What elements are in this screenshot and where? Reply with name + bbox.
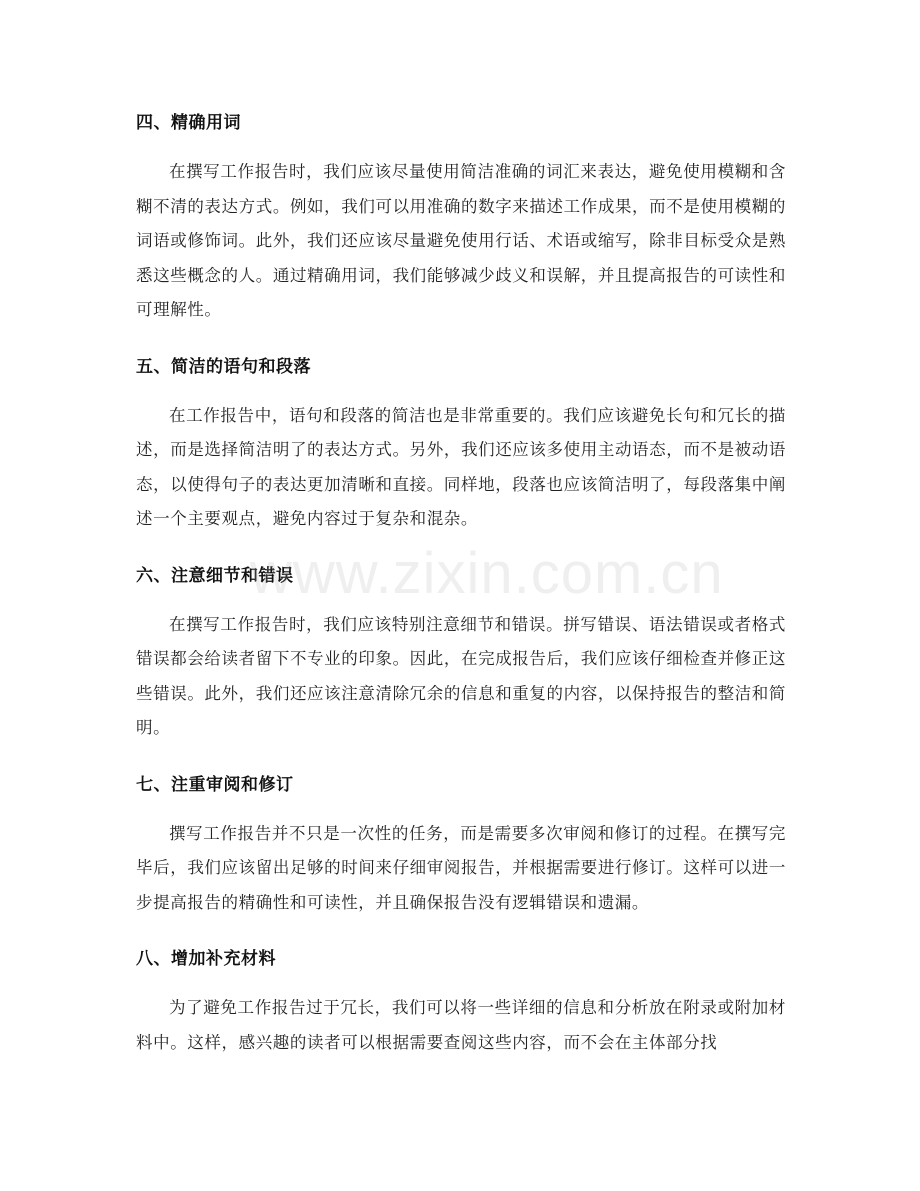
section-precise-wording (136, 106, 786, 328)
document-body (136, 106, 786, 1082)
section-paragraph: 在撰写工作报告时，我们应该特别注意细节和错误。拼写错误、语法错误或者格式错误都会给读者留下不专业的印象。因此，在完成报告后，我们应该仔细检查并修正这些错误。此外，我们还应该注意清除冗余的信息和重复的内容，以保持报告的整洁和简明。 (136, 614, 786, 737)
section-supplementary-materials (136, 942, 786, 1060)
section-heading: 五、简洁的语句和段落 (136, 356, 311, 377)
section-heading: 七、注重审阅和修订 (136, 774, 294, 795)
section-heading: 八、增加补充材料 (136, 949, 276, 969)
section-concise-sentences (136, 350, 786, 537)
watermark: www.zixin.com.cn (250, 541, 724, 606)
section-heading: 六、注意细节和错误 (136, 565, 294, 586)
section-review-revise (136, 768, 786, 921)
section-paragraph: 在撰写工作报告时，我们应该尽量使用简洁准确的词汇来表达，避免使用模糊和含糊不清的表达方式。例如，我们可以用准确的数字来描述工作成果，而不是使用模糊的词语或修饰词。此外，我们还应该尽量避免使用行话、术语或缩写，除非目标受众是熟悉这些概念的人。通过精确用词，我们能够减少歧义和误解，并且提高报告的可读性和可理解性。 (136, 162, 786, 319)
section-paragraph: 撰写工作报告并不只是一次性的任务，而是需要多次审阅和修订的过程。在撰写完毕后，我们应该留出足够的时间来仔细审阅报告，并根据需要进行修订。这样可以进一步提高报告的精确性和可读性，并且确保报告没有逻辑错误和遗漏。 (136, 823, 786, 912)
section-heading: 四、精确用词 (136, 113, 241, 133)
section-paragraph: 为了避免工作报告过于冗长，我们可以将一些详细的信息和分析放在附录或附加材料中。这样，感兴趣的读者可以根据需要查阅这些内容，而不会在主体部分找 (136, 998, 786, 1052)
section-paragraph: 在工作报告中，语句和段落的简洁也是非常重要的。我们应该避免长句和冗长的描述，而是选择简洁明了的表达方式。另外，我们还应该多使用主动语态，而不是被动语态，以使得句子的表达更加清晰和直接。同样地，段落也应该简洁明了，每段落集中阐述一个主要观点，避免内容过于复杂和混杂。 (136, 405, 786, 528)
section-details-errors (136, 559, 786, 746)
